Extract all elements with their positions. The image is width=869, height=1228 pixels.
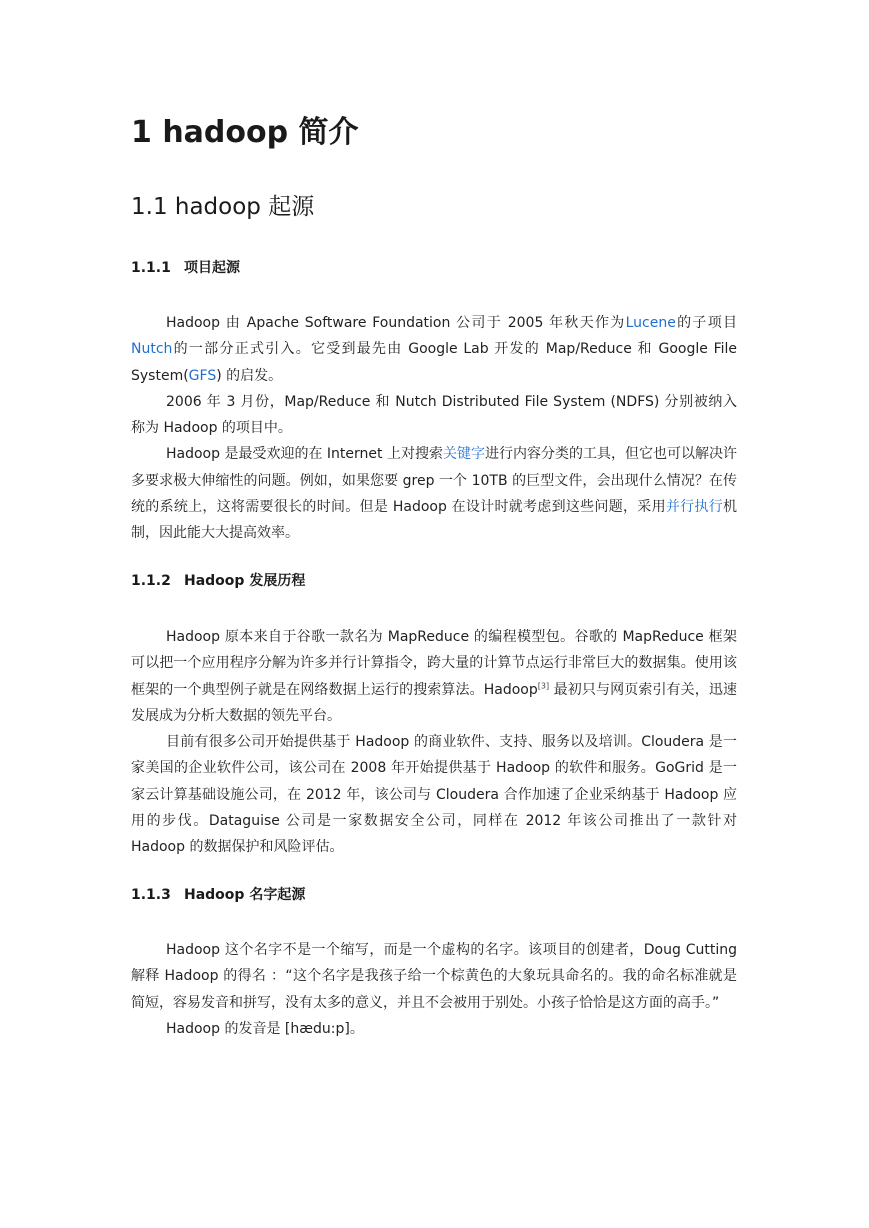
paragraph: Hadoop 的发音是 [hædu:p]。 xyxy=(166,1020,364,1037)
chapter-heading: 1 hadoop 简介 xyxy=(131,115,359,150)
paragraph xyxy=(131,310,737,389)
subsection-title: Hadoop 名字起源 xyxy=(184,887,306,903)
section-heading: 1.1 hadoop 起源 xyxy=(131,194,315,220)
paragraph: Hadoop 这个名字不是一个缩写，而是一个虚构的名字。该项目的创建者，Doug Cutting 解释 Hadoop 的得名 ：“这个名字是我孩子给一个棕黄色的大象玩具命名的。我的命名标准就是简短，容易发音和拼写，没有太多的意义，并且不会被用于别处。小孩子恰恰是这方面的高手。” xyxy=(131,942,737,1011)
text-run: ) 的启发。 xyxy=(216,367,283,384)
subsection-heading-origin xyxy=(131,257,240,279)
text-run: 进行内容分类的工具，但它也可以解决许多要求极大伸缩性的问题。例如，如果您要 grep 一个 10TB 的巨型文件，会出现什么情况？在传统的系统上，这将需要很长的时间。但是 Hadoop 在设计时就考虑到这些问题，采用 xyxy=(131,446,738,516)
section-origin-body xyxy=(131,310,737,547)
link-lucene[interactable]: Lucene xyxy=(625,315,676,331)
link-parallel-execution[interactable]: 并行执行 xyxy=(665,499,723,516)
section-name-body xyxy=(131,937,737,1042)
text-run: 最初只与网页索引有关，迅速发展成为分析大数据的领先平台。 xyxy=(131,681,737,724)
link-nutch[interactable]: Nutch xyxy=(131,341,173,358)
section-history-body xyxy=(131,624,737,861)
text-run: Hadoop 原本来自于谷歌一款名为 MapReduce 的编程模型包。谷歌的 MapReduce 框架可以把一个应用程序分解为许多并行计算指令，跨大量的计算节点运行非常巨大的数据集。使用该框架的一个典型例子就是在网络数据上运行的搜索算法。Hadoop xyxy=(131,629,737,698)
reference-marker[interactable]: [3] xyxy=(537,680,550,690)
subsection-heading-history xyxy=(131,570,305,592)
text-run: Hadoop 是最受欢迎的在 Internet 上对搜索 xyxy=(166,446,443,463)
subsection-number: 1.1.3 xyxy=(131,887,171,903)
text-run: 的子项目 xyxy=(675,315,738,331)
link-gfs[interactable]: GFS xyxy=(188,367,217,384)
subsection-number: 1.1.2 xyxy=(131,573,171,589)
subsection-heading-name xyxy=(131,884,305,906)
text-run: 机制，因此能大大提高效率。 xyxy=(131,499,737,542)
paragraph: 目前有很多公司开始提供基于 Hadoop 的商业软件、支持、服务以及培训。Cloudera 是一家美国的企业软件公司，该公司在 2008 年开始提供基于 Hadoop 的软件和服务。GoGrid 是一家云计算基础设施公司，在 2012 年，该公司与 Cloudera 合作加速了企业采纳基于 Hadoop 应用的步伐。Dataguise 公司是一家数据安全公司，同样在 2012 年该公司推出了一款针对 Hadoop 的数据保护和风险评估。 xyxy=(131,734,737,856)
subsection-title: 项目起源 xyxy=(184,260,240,276)
text-run: Hadoop 由 Apache Software Foundation 公司于 2005 年秋天作为 xyxy=(166,315,626,331)
subsection-number: 1.1.1 xyxy=(131,260,171,276)
paragraph xyxy=(131,441,737,546)
paragraph: 2006 年 3 月份，Map/Reduce 和 Nutch Distributed File System (NDFS) 分别被纳入称为 Hadoop 的项目中。 xyxy=(131,393,737,437)
link-keyword[interactable]: 关键字 xyxy=(442,446,485,463)
text-run: 的一部分正式引入。它受到最先由 Google Lab 开发的 Map/Reduce 和 Google File System( xyxy=(131,341,737,384)
subsection-title: Hadoop 发展历程 xyxy=(184,573,306,589)
paragraph xyxy=(131,624,737,729)
